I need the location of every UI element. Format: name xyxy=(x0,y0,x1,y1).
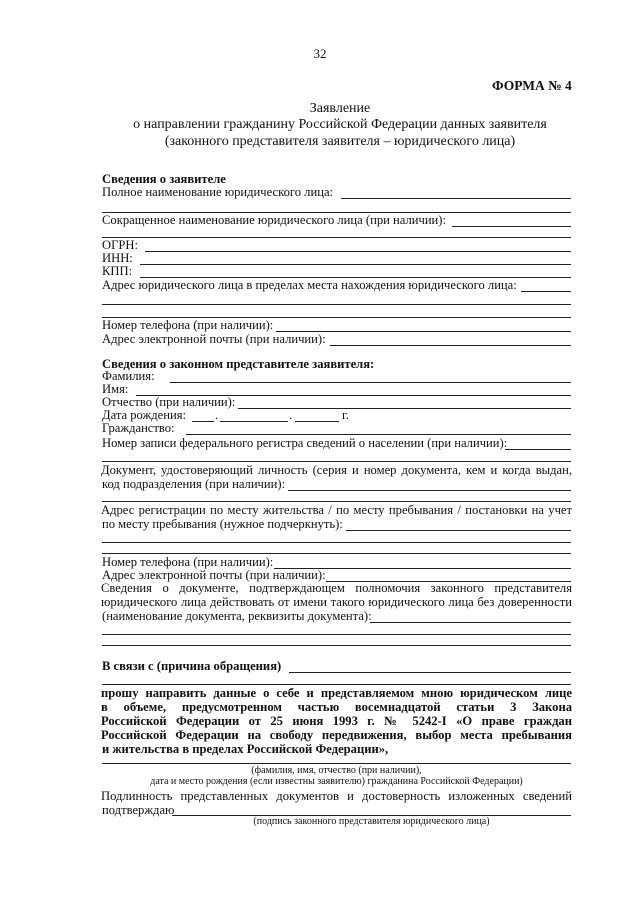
request-line-2: в объеме, предусмотренном частью восемнадцатой статьи 3 Закона xyxy=(101,700,572,714)
form-number: ФОРМА № 4 xyxy=(492,78,572,93)
email-label: Адрес электронной почты (при наличии): xyxy=(102,332,326,346)
short-name-field[interactable] xyxy=(452,226,571,227)
reg-address-field[interactable] xyxy=(346,530,571,531)
patronymic-field[interactable] xyxy=(238,408,571,409)
authority-doc-label-line-2: юридического лица действовать от имени такого юридического лица без доверенности xyxy=(101,595,572,609)
representative-section-title: Сведения о законном представителе заявителя: xyxy=(102,357,375,371)
identity-doc-field-line-2[interactable] xyxy=(102,501,571,502)
request-line-4: Российской Федерации на свободу передвижения, выбор места пребывания xyxy=(101,728,572,742)
identity-doc-label-line-2: код подразделения (при наличии): xyxy=(102,477,286,491)
address-field-line-2[interactable] xyxy=(102,304,571,305)
request-line-3: Российской Федерации от 25 июня 1993 г. № 5242-I «О праве граждан xyxy=(101,714,572,728)
ogrn-label: ОГРН: xyxy=(102,238,138,252)
rep-phone-label: Номер телефона (при наличии): xyxy=(102,555,274,569)
surname-label: Фамилия: xyxy=(102,369,155,383)
short-name-label: Сокращенное наименование юридического лица (при наличии): xyxy=(102,213,446,227)
inn-field[interactable] xyxy=(140,264,571,265)
reg-address-label-line-2: по месту пребывания (нужное подчеркнуть): xyxy=(102,517,343,531)
surname-field[interactable] xyxy=(170,382,571,383)
identity-doc-label-line-1: Документ, удостоверяющий личность (серия и номер документа, кем и когда выдан, xyxy=(101,463,572,477)
birth-date-label: Дата рождения: xyxy=(102,408,186,422)
confirm-line-2: подтверждаю xyxy=(102,803,175,817)
citizen-field[interactable] xyxy=(102,763,571,764)
birth-year-suffix: г. xyxy=(342,408,349,422)
authority-doc-field[interactable] xyxy=(370,622,571,623)
patronymic-label: Отчество (при наличии): xyxy=(102,395,236,409)
authority-doc-field-line-3[interactable] xyxy=(102,645,571,646)
register-record-field[interactable] xyxy=(505,449,571,450)
reason-field-line-2[interactable] xyxy=(102,684,571,685)
birth-date-separator-1: . xyxy=(215,408,219,422)
name-label: Имя: xyxy=(102,382,129,396)
authority-doc-label-line-3: (наименование документа, реквизиты документа): xyxy=(102,609,372,623)
register-record-label: Номер записи федерального регистра сведений о населении (при наличии): xyxy=(102,436,508,450)
inn-label: ИНН: xyxy=(102,251,133,265)
birth-year-field[interactable] xyxy=(295,421,339,422)
page-number: 32 xyxy=(313,46,327,61)
full-name-field[interactable] xyxy=(341,198,571,199)
ogrn-field[interactable] xyxy=(145,251,571,252)
register-record-field-line-2[interactable] xyxy=(102,461,571,462)
address-label: Адрес юридического лица в пределах места нахождения юридического лица: xyxy=(102,278,517,292)
reason-field[interactable] xyxy=(289,672,571,673)
rep-email-label: Адрес электронной почты (при наличии): xyxy=(102,568,326,582)
email-field[interactable] xyxy=(330,345,571,346)
authority-doc-label-line-1: Сведения о документе, подтверждающем полномочия законного представителя xyxy=(101,581,572,595)
heading-line-1: Заявление xyxy=(309,101,371,116)
applicant-section-title: Сведения о заявителе xyxy=(102,172,226,186)
short-name-field-line-2[interactable] xyxy=(102,237,571,238)
reg-address-field-line-2[interactable] xyxy=(102,542,571,543)
citizenship-label: Гражданство: xyxy=(102,421,175,435)
authority-doc-field-line-2[interactable] xyxy=(102,634,571,635)
confirm-line-1: Подлинность представленных документов и достоверность изложенных сведений xyxy=(101,789,572,803)
birth-month-field[interactable] xyxy=(220,421,288,422)
kpp-label: КПП: xyxy=(102,264,133,278)
citizen-caption-1: (фамилия, имя, отчество (при наличии), xyxy=(251,765,422,776)
birth-day-field[interactable] xyxy=(192,421,214,422)
signature-caption: (подпись законного представителя юридического лица) xyxy=(253,816,490,827)
birth-date-separator-2: . xyxy=(289,408,293,422)
reg-address-label-line-1: Адрес регистрации по месту жительства / по месту пребывания / постановки на учет xyxy=(101,503,572,517)
heading-line-3: (законного представителя заявителя – юридического лица) xyxy=(164,134,516,149)
reg-address-field-line-3[interactable] xyxy=(102,553,571,554)
citizen-caption-2: дата и место рождения (если известны заявителю) гражданина Российской Федерации) xyxy=(150,776,523,787)
request-line-5: и жительства в пределах Российской Федерации», xyxy=(102,742,389,756)
reason-label: В связи с (причина обращения) xyxy=(102,659,282,673)
full-name-label: Полное наименование юридического лица: xyxy=(102,185,334,199)
address-field[interactable] xyxy=(521,291,571,292)
citizenship-field[interactable] xyxy=(186,434,571,435)
identity-doc-field[interactable] xyxy=(288,490,571,491)
request-line-1: прошу направить данные о себе и представляемом мною юридическом лице xyxy=(101,686,572,700)
heading-line-2: о направлении гражданину Российской Федерации данных заявителя xyxy=(133,117,547,132)
phone-label: Номер телефона (при наличии): xyxy=(102,318,274,332)
